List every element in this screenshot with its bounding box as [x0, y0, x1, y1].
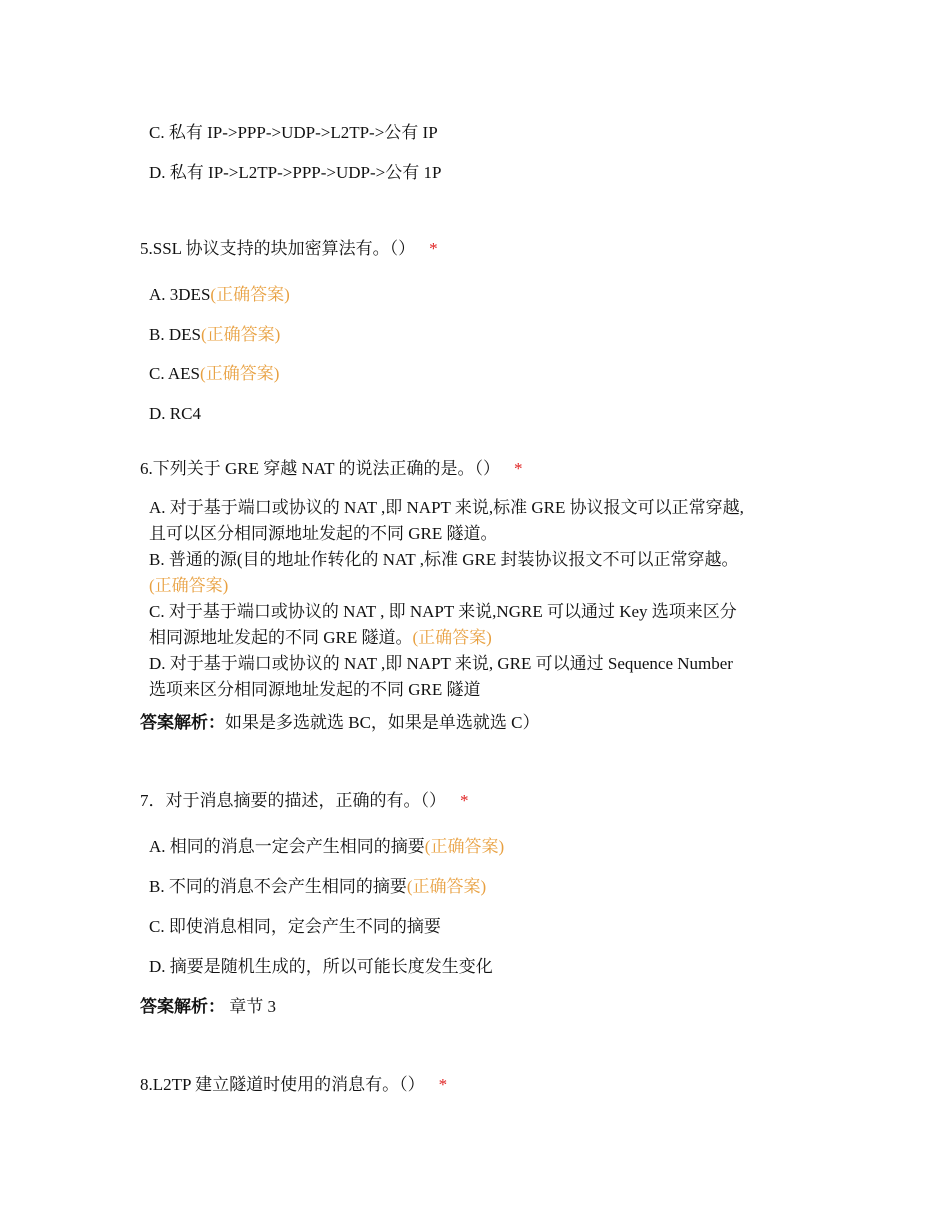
q7-option-c: C. 即使消息相同，定会产生不同的摘要 [149, 917, 441, 936]
q7-option-b-text: B. 不同的消息不会产生相同的摘要 [149, 877, 407, 896]
analysis-label: 答案解析： [140, 997, 225, 1016]
required-asterisk: * [438, 1075, 448, 1094]
q6-option-a-line1: A. 对于基于端口或协议的 NAT ,即 NAPT 来说,标准 GRE 协议报文可以正常穿越, [149, 498, 744, 517]
q5-option-b [149, 323, 280, 347]
required-asterisk: * [514, 459, 523, 478]
correct-answer-mark: (正确答案) [210, 285, 290, 304]
q6-option-c-line2 [149, 626, 492, 650]
q5-option-b-text: B. DES [149, 325, 201, 344]
q6-title-text: 6.下列关于 GRE 穿越 NAT 的说法正确的是。（） [140, 459, 500, 478]
q7-option-b [149, 875, 486, 899]
q6-analysis-text: 如果是多选就选 BC，如果是单选就选 C） [225, 713, 540, 732]
q6-title [140, 457, 523, 481]
correct-answer-mark: (正确答案) [149, 576, 229, 595]
correct-answer-mark: (正确答案) [200, 325, 281, 344]
q7-option-a [149, 835, 504, 859]
q4-option-c: C. 私有 IP->PPP->UDP->L2TP->公有 IP [149, 123, 438, 142]
q8-title [140, 1073, 447, 1097]
correct-answer-mark: (正确答案) [424, 837, 505, 856]
q5-option-a-text: A. 3DES [149, 285, 211, 304]
q5-option-c-text: C. AES [149, 364, 201, 383]
required-asterisk: * [429, 239, 438, 258]
correct-answer-mark: (正确答案) [200, 364, 280, 383]
q5-title [140, 237, 438, 261]
q5-title-text: 5.SSL 协议支持的块加密算法有。（） [140, 239, 416, 258]
q7-option-a-text: A. 相同的消息一定会产生相同的摘要 [149, 837, 425, 856]
q5-option-d: D. RC4 [149, 404, 201, 423]
q7-analysis-text: 章节 3 [225, 997, 276, 1016]
q7-title-text: 7．对于消息摘要的描述，正确的有。（） [140, 791, 446, 810]
q4-option-d: D. 私有 IP->L2TP->PPP->UDP->公有 1P [149, 163, 442, 182]
q7-title [140, 789, 469, 813]
q7-option-d: D. 摘要是随机生成的，所以可能长度发生变化 [149, 957, 493, 976]
q8-title-text: 8.L2TP 建立隧道时使用的消息有。（） [140, 1075, 425, 1094]
q5-option-c [149, 362, 279, 386]
q6-analysis [140, 711, 540, 735]
q6-option-d-line2: 选项来区分相同源地址发起的不同 GRE 隧道 [149, 680, 481, 699]
q6-option-a-line2: 且可以区分相同源地址发起的不同 GRE 隧道。 [149, 524, 498, 543]
q5-option-a [149, 283, 290, 307]
analysis-label: 答案解析： [140, 713, 225, 732]
q6-option-d-line1: D. 对于基于端口或协议的 NAT ,即 NAPT 来说, GRE 可以通过 Sequence Number [149, 654, 733, 673]
correct-answer-mark: (正确答案) [406, 877, 487, 896]
q7-analysis [140, 995, 276, 1019]
q6-option-c-line1: C. 对于基于端口或协议的 NAT , 即 NAPT 来说,NGRE 可以通过 Key 选项来区分 [149, 602, 737, 621]
q6-option-c-line2-text: 相同源地址发起的不同 GRE 隧道。 [149, 628, 413, 647]
correct-answer-mark: (正确答案) [412, 628, 492, 647]
required-asterisk: * [460, 791, 469, 810]
q6-option-b-line1: B. 普通的源(目的地址作转化的 NAT ,标准 GRE 封装协议报文不可以正常穿越。 [149, 550, 739, 569]
